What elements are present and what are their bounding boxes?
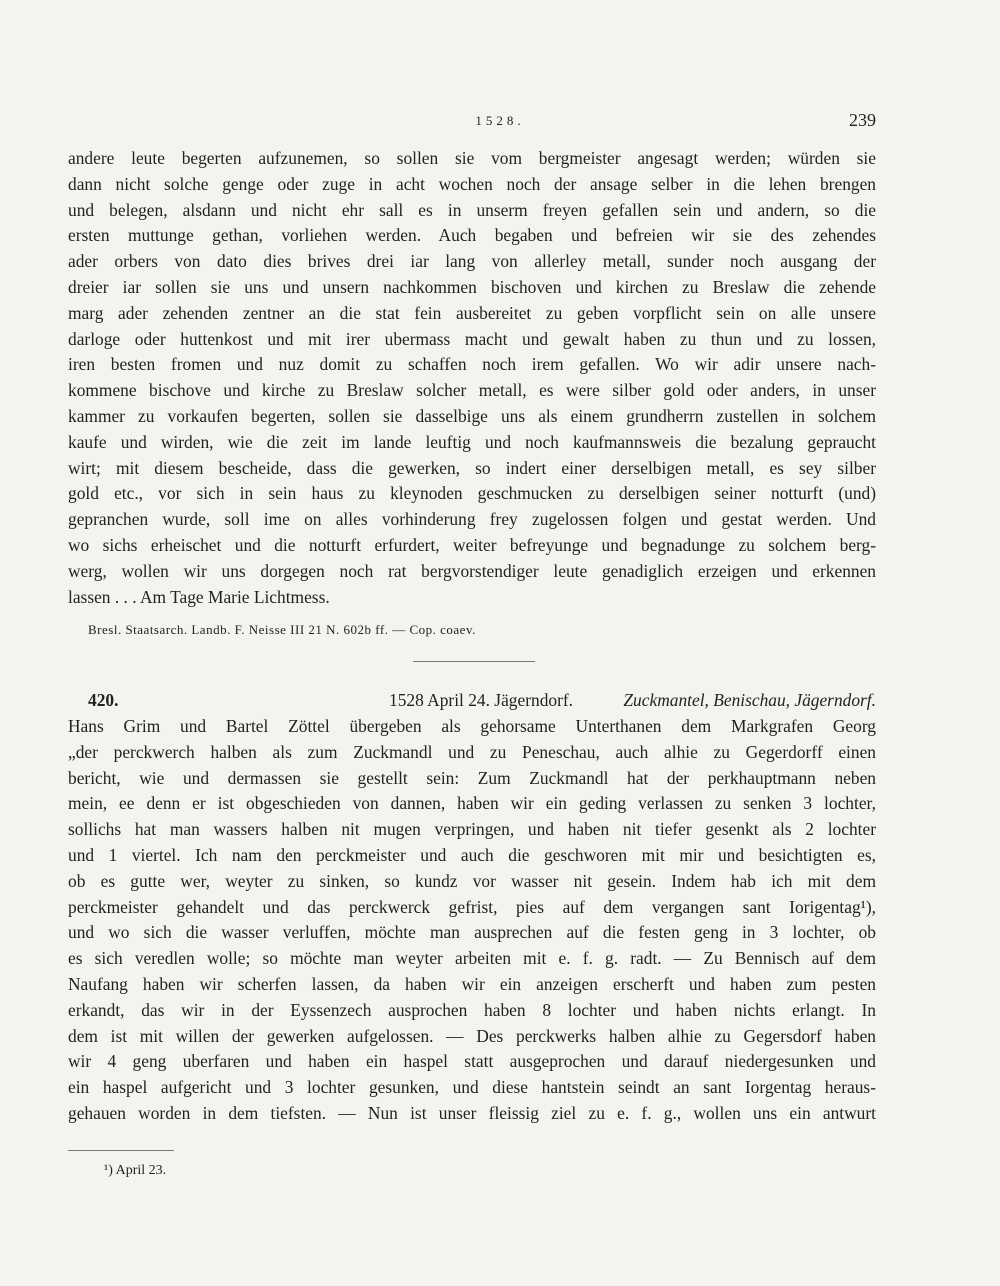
- text-line: und 1 viertel. Ich nam den perckmeister und auch die geschworen mit mir und besichtigten es,: [68, 844, 876, 865]
- section-divider: [413, 661, 535, 662]
- text-line: sollichs hat man wassers halben nit mugen verpringen, und haben nit tiefer gesenkt als 2 lochter: [68, 819, 876, 840]
- text-line: kaufe und wirden, wie die zeit im lande leuftig und noch kaufmannsweis die bezalung gepraucht: [68, 431, 876, 452]
- footnote-text: April 23.: [115, 1163, 167, 1178]
- text-line: Hans Grim und Bartel Zöttel übergeben als gehorsame Unterthanen dem Markgrafen Georg: [68, 716, 876, 736]
- text-line: ader orbers von dato dies brives drei iar lang von allerley metall, sunder noch ausgang der: [68, 251, 876, 272]
- text-line: wo sichs erheischet und die notturft erfurdert, weiter befreyunge und begnadunge zu solchem berg-: [68, 534, 876, 555]
- text-line: gehauen worden in dem tiefsten. — Nun ist unser fleissig ziel zu e. f. g., wollen uns ein antwurt: [68, 1102, 876, 1123]
- text-line: darloge oder huttenkost und mit irer ubermass macht und gewalt haben zu thun und zu lossen,: [68, 328, 876, 349]
- text-line: dann nicht solche genge oder zuge in acht wochen noch der ansage selber in die lehen brengen: [68, 173, 876, 194]
- text-line: gepranchen wurde, soll ime on alles vorhinderung frey zugelossen folgen und gestat werden. Und: [68, 509, 876, 530]
- text-line: lassen . . . Am Tage Marie Lichtmess.: [68, 586, 330, 607]
- text-line: kammer zu vorkaufen begerten, sollen sie dasselbige uns als einem grundherrn zustellen in solchem: [68, 405, 876, 426]
- text-line: ob es gutte wer, weyter zu sinken, so kundz vor wasser nit gesein. Indem hab ich mit dem: [68, 870, 876, 891]
- text-line: wir 4 geng uberfaren und haben ein haspel statt ausgeprochen und darauf niedergesunken und: [68, 1051, 876, 1072]
- entry-places: Zuckmantel, Benischau, Jägerndorf.: [623, 690, 876, 710]
- footnote-divider: [68, 1150, 174, 1151]
- text-line: und belegen, alsdann und nicht ehr sall es in unserm freyen gefallen sein und andern, so die: [68, 199, 876, 220]
- text-line: dem ist mit willen der gewerken aufgelossen. — Des perckwerks halben alhie zu Gegersdorf haben: [68, 1025, 876, 1046]
- text-line: ein haspel aufgericht und 3 lochter gesunken, und diese hantstein seindt an sant Iorgentag heraus-: [68, 1077, 876, 1098]
- text-line: marg ader zehenden zentner an die stat fein ausbereitet zu geben vorpflicht sein on alle unsere: [68, 302, 876, 323]
- text-line: iren besten fromen und nuz domit zu schaffen noch irem gefallen. Wo wir adir unsere nach-: [68, 354, 876, 375]
- footnote: [104, 1163, 166, 1179]
- text-line: bericht, wie und dermassen sie gestellt sein: Zum Zuckmandl hat der perkhauptmann neben: [68, 767, 876, 788]
- entry-text: [68, 714, 876, 1127]
- paragraph-continuation: [68, 146, 876, 610]
- text-line: dreier iar sollen sie uns und unsern nachkommen bischoven und kirchen zu Breslaw die zehende: [68, 276, 876, 297]
- text-line: es sich veredlen wolle; so möchte man weyter arbeiten mit e. f. g. radt. — Zu Bennisch auf dem: [68, 948, 876, 969]
- text-line: ersten muttunge gethan, vorliehen werden. Auch begaben und befreien wir sie des zehendes: [68, 225, 876, 246]
- text-line: mein, ee denn er ist obgeschieden von dannen, haben wir ein geding verlassen zu senken 3 lochter,: [68, 793, 876, 814]
- entry-heading: [68, 690, 876, 716]
- text-line: kommene bischove und kirche zu Breslaw solcher metall, es were silber gold oder anders, in unser: [68, 380, 876, 401]
- text-line: perckmeister gehandelt und das perckwerck gefrist, pies auf dem vergangen sant Iorigentag¹),: [68, 896, 876, 917]
- text-line: „der perckwerch halben als zum Zuckmandl und zu Peneschau, auch alhie zu Gegerdorff einen: [68, 741, 876, 762]
- footnote-marker: ¹): [104, 1163, 113, 1178]
- text-line: werg, wollen wir uns dorgegen noch rat bergvorstendiger leute genadiglich erzeigen und erkennen: [68, 560, 876, 581]
- source-citation: Bresl. Staatsarch. Landb. F. Neisse III 21 N. 602b ff. — Cop. coaev.: [88, 622, 476, 637]
- page-number: 239: [849, 110, 876, 130]
- text-line: wirt; mit diesem bescheide, dass die gewerken, so indert einer derselbigen metall, es sey silber: [68, 457, 876, 478]
- text-line: gold etc., vor sich in sein haus zu kleynoden geschmucken zu derselbigen seiner notturft (und): [68, 483, 876, 504]
- text-line: erkandt, das wir in der Eyssenzech ausprochen haben 8 lochter und haben nichts erlangt. In: [68, 999, 876, 1020]
- running-header-year: 1528.: [475, 113, 525, 128]
- entry-number: 420.: [88, 690, 119, 710]
- text-line: Naufang haben wir scherfen lassen, da haben wir ein anzeigen erscherft und haben zum pesten: [68, 973, 876, 994]
- text-line: und wo sich die wasser verluffen, möchte man ausprechen auf die festen geng in 3 lochter, ob: [68, 922, 876, 943]
- text-line: andere leute begerten aufzunemen, so sollen sie vom bergmeister angesagt werden; würden sie: [68, 148, 876, 168]
- entry-date: 1528 April 24. Jägerndorf.: [389, 690, 574, 710]
